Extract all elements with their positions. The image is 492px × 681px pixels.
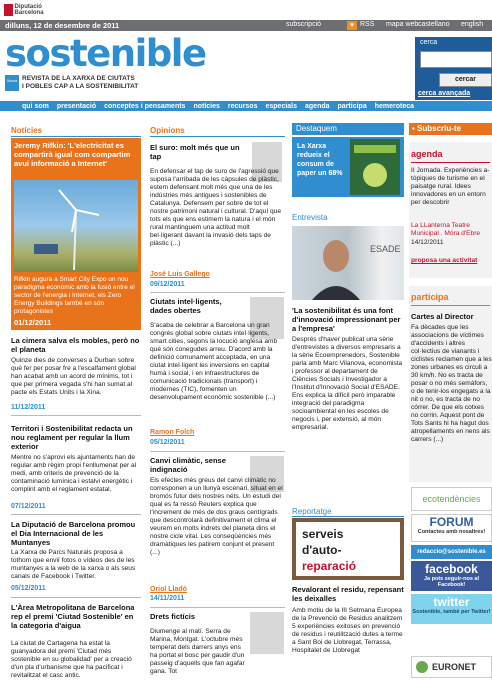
sitemap-link[interactable]: mapa web: [386, 21, 419, 28]
opinion-summary: En defensar el tap de suro de l'agressió que suposa l'arribada de les càpsules de plàstic, estem defensant molt més que una de les indústries més antigues i sostenibles de Catalunya. Defensem per sobre de tot el nostre patrimoni natural i cultural. D'aquí que tots els que ens estimem la natura i el món rural mantinguem una actitud molt bel·ligerant davant la invasió dels taps de plàstic (...): [150, 168, 282, 247]
entrevista-heading[interactable]: Entrevista: [292, 213, 328, 222]
reportatge-heading[interactable]: Reportatge: [292, 507, 332, 516]
opinion-author[interactable]: Ramon Folch: [150, 429, 195, 436]
destaquem-text[interactable]: La Xarxa redueix el consum de paper un 68%: [297, 143, 343, 177]
author-photo: [250, 612, 284, 654]
report-title[interactable]: Revalorant el residu, repensant les deixalles: [292, 585, 404, 603]
nav-agenda[interactable]: agenda: [305, 102, 330, 110]
news-title[interactable]: L'Àrea Metropolitana de Barcelona rep el premi 'Ciutad Sostenible' en la categoria d'aigua: [11, 603, 135, 630]
opinion-author[interactable]: Oriol Lladó: [150, 586, 187, 593]
featured-news-photo[interactable]: [14, 180, 138, 272]
tagline-line-2: I POBLES CAP A LA SOSTENIBILITAT: [22, 83, 139, 90]
date-bar: [0, 20, 492, 31]
opinion-title[interactable]: El suro: molt més que un tap: [150, 143, 240, 161]
ecotendencies-banner[interactable]: [411, 487, 492, 511]
opinion-date: 09/12/2011: [150, 281, 185, 288]
opinions-rule: [150, 136, 285, 137]
site-logo[interactable]: sostenible: [5, 32, 206, 75]
opinion-title[interactable]: Drets fictícis: [150, 612, 196, 621]
agenda-event-place: La LLanterna Teatre Municipal . Móra d'Ebre: [411, 222, 481, 237]
email-label: redaccio@sostenible.es: [417, 549, 486, 555]
nav-qui-som[interactable]: qui som: [22, 102, 49, 110]
opinion-title[interactable]: Ciutats intel·ligents, dades obertes: [150, 297, 222, 315]
opinion-summary: S'acaba de celebrar a Barcelona un gran congrés global sobre ciutats intel·ligents, smart cities, segons la locució anglesa amb què són conegudes arreu. D'acord amb la definició comunament acceptada, en una ciutat intel·ligent les inversions en capital humà i social, i en infraestructures de comunicació tradicionals (transport) i modernes (TIC), fomenten un desenvolupament econòmic sostenible (...): [150, 322, 278, 401]
search-button[interactable]: cercar: [439, 73, 492, 87]
current-date: dilluns, 12 de desembre de 2011: [5, 21, 120, 30]
magazine-cover-icon: [350, 139, 400, 195]
subscribe-arrow-icon: ▪: [412, 124, 418, 133]
xarxa-logo-icon: Xarxa: [5, 75, 19, 91]
twitter-label: twitter: [433, 595, 470, 609]
agenda-event-date: 14/12/2011: [411, 239, 444, 246]
letters-summary: Fa dècades que les associacions de víctimes d'accidents i altres col·lectius de vianants i ciclistes reclamen que a les zones urbanes es circuli a 30 km/h. No es tracta de posar o no més semàfors, o de tenir-los engegats a la nit o no, es tracta de no córrer. De que els cotxes no corrin. Aquest pont de Tots Sants hi ha hagut dos atropellaments en nens als carrers (...): [411, 324, 492, 443]
diputacio-name: Diputació Barcelona: [14, 4, 44, 16]
participa-rule: [411, 305, 490, 306]
diputacio-logo-icon: [4, 4, 13, 16]
news-summary: Quinze dies de converses a Durban sobre què fer per posar fre a l'escalfament global han acabat amb un acord de mínims, tot i que per primera vegada s'hi han sumat al pacte els Estats Units i la Xina.: [11, 357, 136, 396]
forum-sublabel: Contacteu amb nosaltres!: [417, 529, 486, 535]
news-divider: [11, 514, 141, 515]
forum-label: FORUM: [429, 515, 474, 529]
news-summary: La Xarxa de Parcs Naturals proposa a tothom que enviï fotos o vídeos des de les muntanyes a la web de la xarxa o als seus canals de Facebook i Twitter.: [11, 549, 136, 580]
esade-sign-text: ESADE: [370, 244, 401, 254]
news-divider: [11, 415, 141, 416]
news-date: 11/12/2011: [11, 404, 46, 411]
agenda-event-title[interactable]: II Jornada. Experiències a-tòpiques de turisme en el paisatge rural. Idees innovadores en un entorn per descobrir: [411, 167, 490, 206]
twitter-banner[interactable]: [411, 594, 492, 624]
email-banner[interactable]: [411, 545, 492, 559]
interview-title[interactable]: 'La sostenibilitat és una font d'innovació impressionant per a l'empresa': [292, 306, 401, 333]
tagline-line-1: REVISTA DE LA XARXA DE CIUTATS: [22, 75, 135, 82]
noticies-rule: [11, 136, 141, 137]
news-title[interactable]: Territori i Sostenibilitat redacta un nou reglament per regular la llum exterior: [11, 424, 133, 451]
report-photo[interactable]: [292, 518, 404, 580]
news-title[interactable]: La cimera salva els mobles, però no el planeta: [11, 336, 140, 354]
subscribe-button[interactable]: [409, 123, 492, 135]
main-nav: [0, 101, 492, 111]
reportatge-rule: [292, 516, 404, 517]
participa-heading[interactable]: participa: [411, 292, 449, 302]
castellano-link[interactable]: castellano: [418, 21, 450, 28]
nav-noticies[interactable]: notícies: [193, 102, 220, 110]
destaquem-heading: Destaquem: [292, 123, 404, 135]
opinion-date: 14/11/2011: [150, 595, 185, 602]
euronet-label: EURONET: [432, 662, 477, 672]
opinion-title[interactable]: Canvi climàtic, sense indignació: [150, 456, 226, 474]
sign-line-3: reparació: [302, 559, 357, 573]
nav-hemeroteca[interactable]: hemeroteca: [374, 102, 415, 110]
opinion-date: 05/12/2011: [150, 439, 185, 446]
nav-recursos[interactable]: recursos: [227, 102, 258, 110]
news-date: 05/12/2011: [11, 585, 46, 592]
opinion-summary: Els efectes més greus del canvi climàtic no corresponen a un llunyà escenari, situat en el bromós futur dels nostres néts. Un estudi del qual es fa ressò Reuters explica que l'increment de més de dos graus centígrads que descontrolarà definitivament el clima el veurem en molts indrets del planeta dins el nostre cicle vital. Les conseqüències més dramàtiques les patirem conjunt el present (...): [150, 477, 283, 556]
sign-line-1: serveis: [302, 527, 344, 541]
featured-news-caption: Rifkin augura a Smart City Expo un nou paradigma econòmic amb la fusió entre el sector de l'energia i Internet, els Zero Energy Buildings també en són protagonistes: [14, 276, 135, 315]
english-link[interactable]: english: [461, 21, 484, 28]
advanced-search-link[interactable]: cerca avançada: [418, 90, 471, 97]
nav-participa[interactable]: participa: [337, 102, 367, 110]
letters-title[interactable]: Cartes al Director: [411, 312, 474, 321]
featured-news-title[interactable]: Jeremy Rifkin: 'L'electricitat es compartirà igual com compartim avui informació a Internet': [14, 141, 131, 168]
facebook-sublabel: Ja pots seguir-nos al Facebook!: [423, 576, 479, 588]
opinions-heading[interactable]: Opinions: [150, 126, 185, 135]
report-summary: Amb motiu de la III Setmana Europea de la Prevenció de Residus analitzem 5 experiències exitoses en prevenció de residus i reutilització dutes a terme a Sant Boi de Llobregat, Terrassa, Hospitalet de Llobregat: [292, 607, 403, 654]
twitter-sublabel: Sostenible, també per Twitter!: [412, 609, 491, 615]
diputacio-logo[interactable]: [4, 2, 64, 18]
search-label: cerca: [420, 39, 438, 46]
opinion-divider: [150, 451, 285, 452]
news-divider: [11, 597, 141, 598]
wind-turbine-icon: [14, 180, 138, 272]
news-summary: Mentre no s'aprovi els ajuntaments han de regular amb règim propi l'enllumenat per al medi, amb criteris de prevenció de la contaminació lumínica i estalvi energètic i complint amb el reglament estatal.: [11, 454, 137, 493]
news-title[interactable]: La Diputació de Barcelona promou el Dia Internacional de les Muntanyes: [11, 520, 136, 547]
search-input[interactable]: [420, 51, 492, 68]
news-summary: La ciutat de Cartagena ha estat la guanyadora del premi 'Ciutad més sostenible en su globalidad' per a creació d'un pla d'urbanisme que ha pacificat i revitalitzat el casc antic.: [11, 640, 132, 679]
interviewee-portrait-icon: [292, 226, 404, 300]
interview-photo[interactable]: [292, 226, 404, 300]
nav-presentacio[interactable]: presentació: [56, 102, 97, 110]
opinion-author[interactable]: José Luis Gallego: [150, 271, 210, 278]
subscribe-label: Subscriu-te: [417, 124, 462, 133]
featured-news-date: 01/12/2011: [14, 318, 52, 327]
forum-banner[interactable]: [411, 514, 492, 542]
interview-summary: Després d'haver publicat una sèrie d'entrevistes a diversos empresaris a la sèrie Ecoemprenedors, Sostenible parla amb Marc Vilanova, economista i professor al departament de Ciències Socials i Investigador a l'Institut d'Innovació Social d'ESADE. Ens explica la difícil però imparable integració del paradigma socioambiental en les escoles de negocis i, per extensió, al món empresarial.: [292, 336, 403, 431]
facebook-label: facebook: [425, 562, 478, 576]
rss-link[interactable]: RSS: [360, 21, 375, 28]
site-tagline: [22, 75, 142, 91]
opinion-divider: [150, 292, 285, 293]
euronet-logo-icon: [416, 661, 428, 673]
nav-especials[interactable]: especials: [265, 102, 298, 110]
nav-conceptes[interactable]: conceptes i pensaments: [104, 102, 186, 110]
opinion-summary: Diumenge al matí. Serra de Marina, Montgat. L'octubre més temperat dels darrers anys ens ha portat el bosc per gaudir d'un passeig d'aquells que fan agafar gana. Tot: [150, 628, 245, 675]
sign-line-2: d'auto-: [302, 543, 342, 557]
noticies-heading[interactable]: Notícies: [11, 126, 43, 135]
subscription-link[interactable]: subscripció: [286, 21, 322, 28]
repair-shop-sign-icon: [292, 518, 404, 580]
destaquem-cover[interactable]: [350, 139, 400, 195]
opinion-divider: [150, 607, 285, 608]
facebook-banner[interactable]: [411, 561, 492, 591]
agenda-rule: [411, 162, 490, 163]
ecotendencies-label: ecotendències: [422, 494, 481, 504]
top-strip: [0, 0, 492, 20]
agenda-heading[interactable]: agenda: [411, 149, 443, 159]
euronet-banner[interactable]: [411, 656, 492, 678]
propose-activity-link[interactable]: proposa una activitat: [411, 257, 478, 264]
rss-icon[interactable]: ◉: [347, 21, 357, 30]
news-date: 07/12/2011: [11, 503, 46, 510]
